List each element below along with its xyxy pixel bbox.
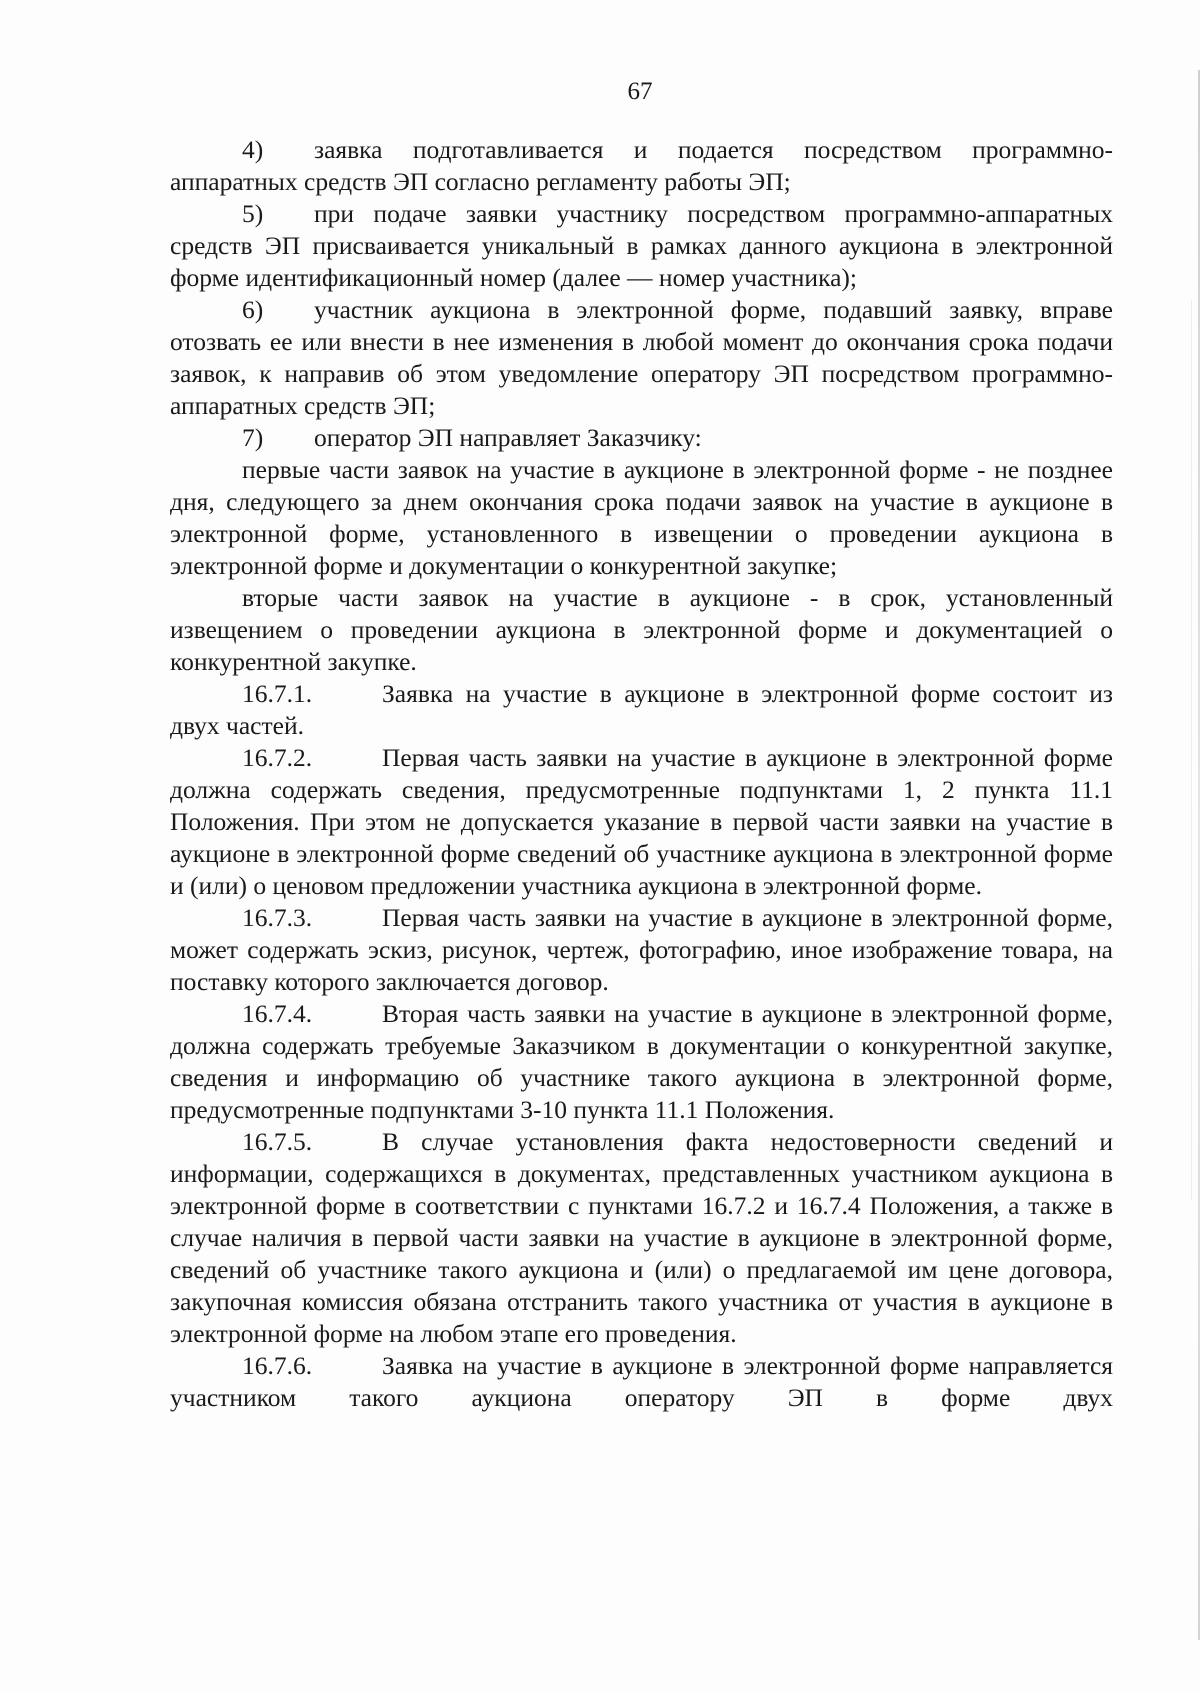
- page-number: 67: [627, 78, 653, 105]
- clause-number: 16.7.4.: [242, 999, 313, 1028]
- paragraph-first-parts: [170, 454, 1113, 582]
- clause-16-7-5: [170, 1126, 1113, 1350]
- clause-number: 16.7.5.: [242, 1127, 313, 1156]
- paragraph-text: заявка подготавливается и подается посредством программно-аппаратных средств ЭП согласно регламенту работы ЭП;: [170, 135, 1113, 196]
- paragraph-text: Первая часть заявки на участие в аукционе в электронной форме должна содержать сведения, предусмотренные подпунктами 1, 2 пункта 11.1 Положения. При этом не допускается указание в первой части заявки на участие в аукционе в электронной форме сведений об участнике аукциона в электронной форме и (или) о ценовом предложении участника аукциона в электронной форме.: [170, 743, 1113, 900]
- paragraph-second-parts: [170, 582, 1113, 678]
- list-marker: 6): [242, 295, 264, 324]
- clause-number: 16.7.2.: [242, 743, 313, 772]
- clause-16-7-1: [170, 678, 1113, 742]
- list-marker: 4): [242, 135, 264, 164]
- list-item-6: [170, 294, 1113, 422]
- paragraph-text: Вторая часть заявки на участие в аукционе в электронной форме, должна содержать требуемые Заказчиком в документации о конкурентной закупке, сведения и информацию об участнике такого аукциона в электронной форме, предусмотренные подпунктами 3-10 пункта 11.1 Положения.: [170, 999, 1113, 1124]
- list-marker: 5): [242, 199, 264, 228]
- paragraph-text: первые части заявок на участие в аукционе в электронной форме - не позднее дня, следующего за днем окончания срока подачи заявок на участие в аукционе в электронной форме, установленного в извещении о проведении аукциона в электронной форме и документации о конкурентной закупке;: [170, 455, 1113, 580]
- clause-number: 16.7.6.: [242, 1351, 313, 1380]
- paragraph-text: при подаче заявки участнику посредством программно-аппаратных средств ЭП присваивается уникальный в рамках данного аукциона в электронной форме идентификационный номер (далее — номер участника);: [170, 199, 1113, 292]
- paragraph-text: Заявка на участие в аукционе в электронной форме направляется участником такого аукциона оператору ЭП в форме двух: [170, 1351, 1113, 1412]
- clause-number: 16.7.1.: [242, 679, 313, 708]
- document-body: [170, 134, 1113, 1414]
- list-item-5: [170, 198, 1113, 294]
- paragraph-text: оператор ЭП направляет Заказчику:: [314, 423, 702, 452]
- clause-16-7-4: [170, 998, 1113, 1126]
- paragraph-text: вторые части заявок на участие в аукционе - в срок, установленный извещением о проведении аукциона в электронной форме и документацией о конкурентной закупке.: [170, 583, 1113, 676]
- scan-edge-line: [1191, 300, 1192, 1200]
- list-item-7: [170, 422, 1113, 454]
- paragraph-text: Первая часть заявки на участие в аукционе в электронной форме, может содержать эскиз, рисунок, чертеж, фотографию, иное изображение товара, на поставку которого заключается договор.: [170, 903, 1113, 996]
- paragraph-text: В случае установления факта недостоверности сведений и информации, содержащихся в документах, представленных участником аукциона в электронной форме в соответствии с пунктами 16.7.2 и 16.7.4 Положения, а также в случае наличия в первой части заявки на участие в аукционе в электронной форме, сведений об участнике такого аукциона и (или) о предлагаемой им цене договора, закупочная комиссия обязана отстранить такого участника от участия в аукционе в электронной форме на любом этапе его проведения.: [170, 1127, 1113, 1348]
- paragraph-text: Заявка на участие в аукционе в электронной форме состоит из двух частей.: [170, 679, 1113, 740]
- clause-number: 16.7.3.: [242, 903, 313, 932]
- clause-16-7-6: [170, 1350, 1113, 1414]
- paragraph-text: участник аукциона в электронной форме, подавший заявку, вправе отозвать ее или внести в нее изменения в любой момент до окончания срока подачи заявок, к направив об этом уведомление оператору ЭП посредством программно-аппаратных средств ЭП;: [170, 295, 1113, 420]
- list-marker: 7): [242, 423, 264, 452]
- list-item-4: [170, 134, 1113, 198]
- clause-16-7-2: [170, 742, 1113, 902]
- clause-16-7-3: [170, 902, 1113, 998]
